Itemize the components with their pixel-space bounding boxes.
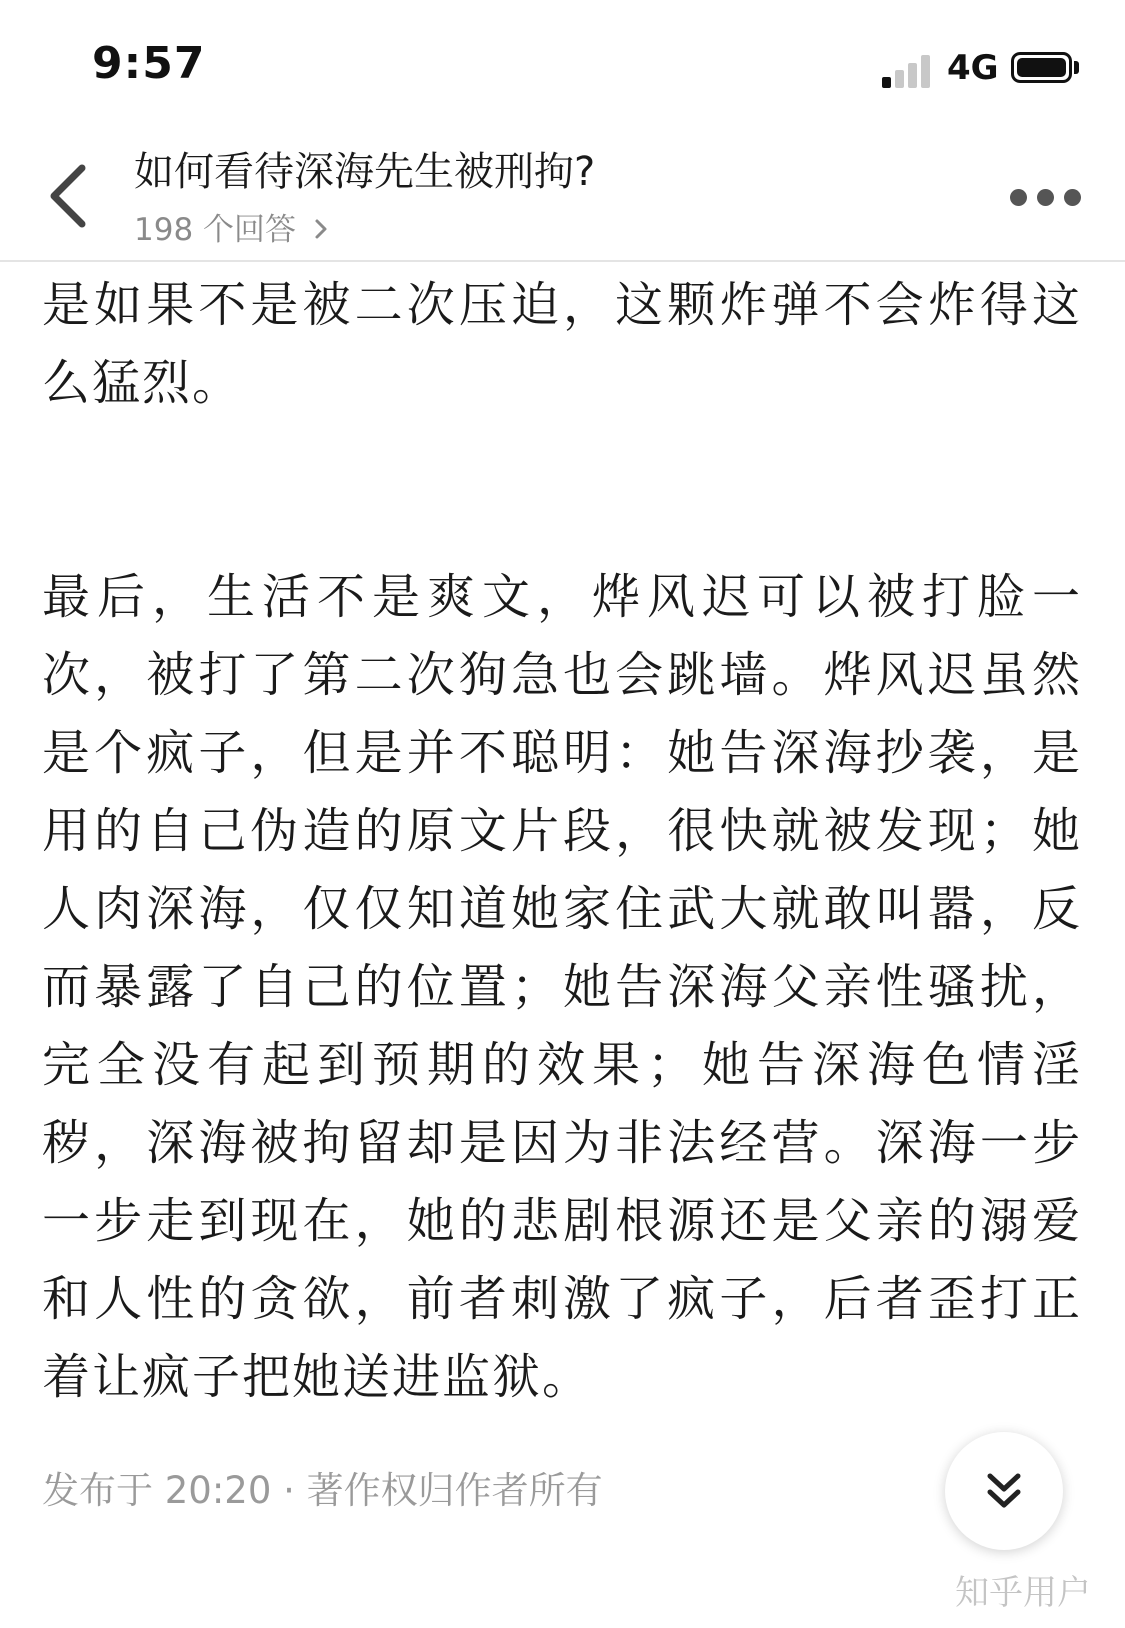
article-paragraph: 是如果不是被二次压迫，这颗炸弹不会炸得这么猛烈。 — [42, 277, 1082, 411]
chevron-left-icon — [40, 156, 100, 236]
chevron-right-icon — [314, 212, 328, 248]
answer-count-link[interactable] — [134, 204, 328, 249]
status-bar — [0, 0, 1125, 120]
cellular-signal-icon — [882, 54, 934, 88]
question-header — [0, 120, 1125, 262]
status-time: 9:57 — [92, 38, 206, 89]
battery-icon — [1011, 52, 1072, 83]
more-dot — [1064, 189, 1081, 206]
back-button[interactable] — [40, 156, 100, 236]
paragraph-spacer — [42, 422, 1082, 558]
article-paragraph: 最后，生活不是爽文，烨风迟可以被打脸一次，被打了第二次狗急也会跳墙。烨风迟虽然是个疯子，但是并不聪明：她告深海抄袭，是用的自己伪造的原文片段，很快就被发现；她人肉深海，仅仅知道她家住武大就敢叫嚣，反而暴露了自己的位置；她告深海父亲性骚扰，完全没有起到预期的效果；她告深海色情淫秽，深海被拘留却是因为非法经营。深海一步一步走到现在，她的悲剧根源还是父亲的溺爱和人性的贪欲，前者刺激了疯子，后者歪打正着让疯子把她送进监狱。 — [42, 569, 1082, 1405]
more-options-button[interactable] — [1010, 178, 1082, 218]
more-dot — [1037, 189, 1054, 206]
watermark: 知乎用户 — [955, 1573, 1091, 1613]
question-title[interactable]: 如何看待深海先生被刑拘? — [134, 149, 596, 195]
more-horizontal-icon — [1010, 189, 1027, 206]
answer-content — [42, 266, 1082, 1416]
scroll-to-next-button[interactable] — [945, 1432, 1063, 1550]
battery-tip — [1074, 61, 1079, 74]
double-chevron-down-icon — [982, 1470, 1026, 1512]
answer-count-label: 198 个回答 — [134, 212, 297, 248]
publish-meta: 发布于 20:20 · 著作权归作者所有 — [42, 1469, 603, 1512]
network-type: 4G — [947, 48, 999, 88]
